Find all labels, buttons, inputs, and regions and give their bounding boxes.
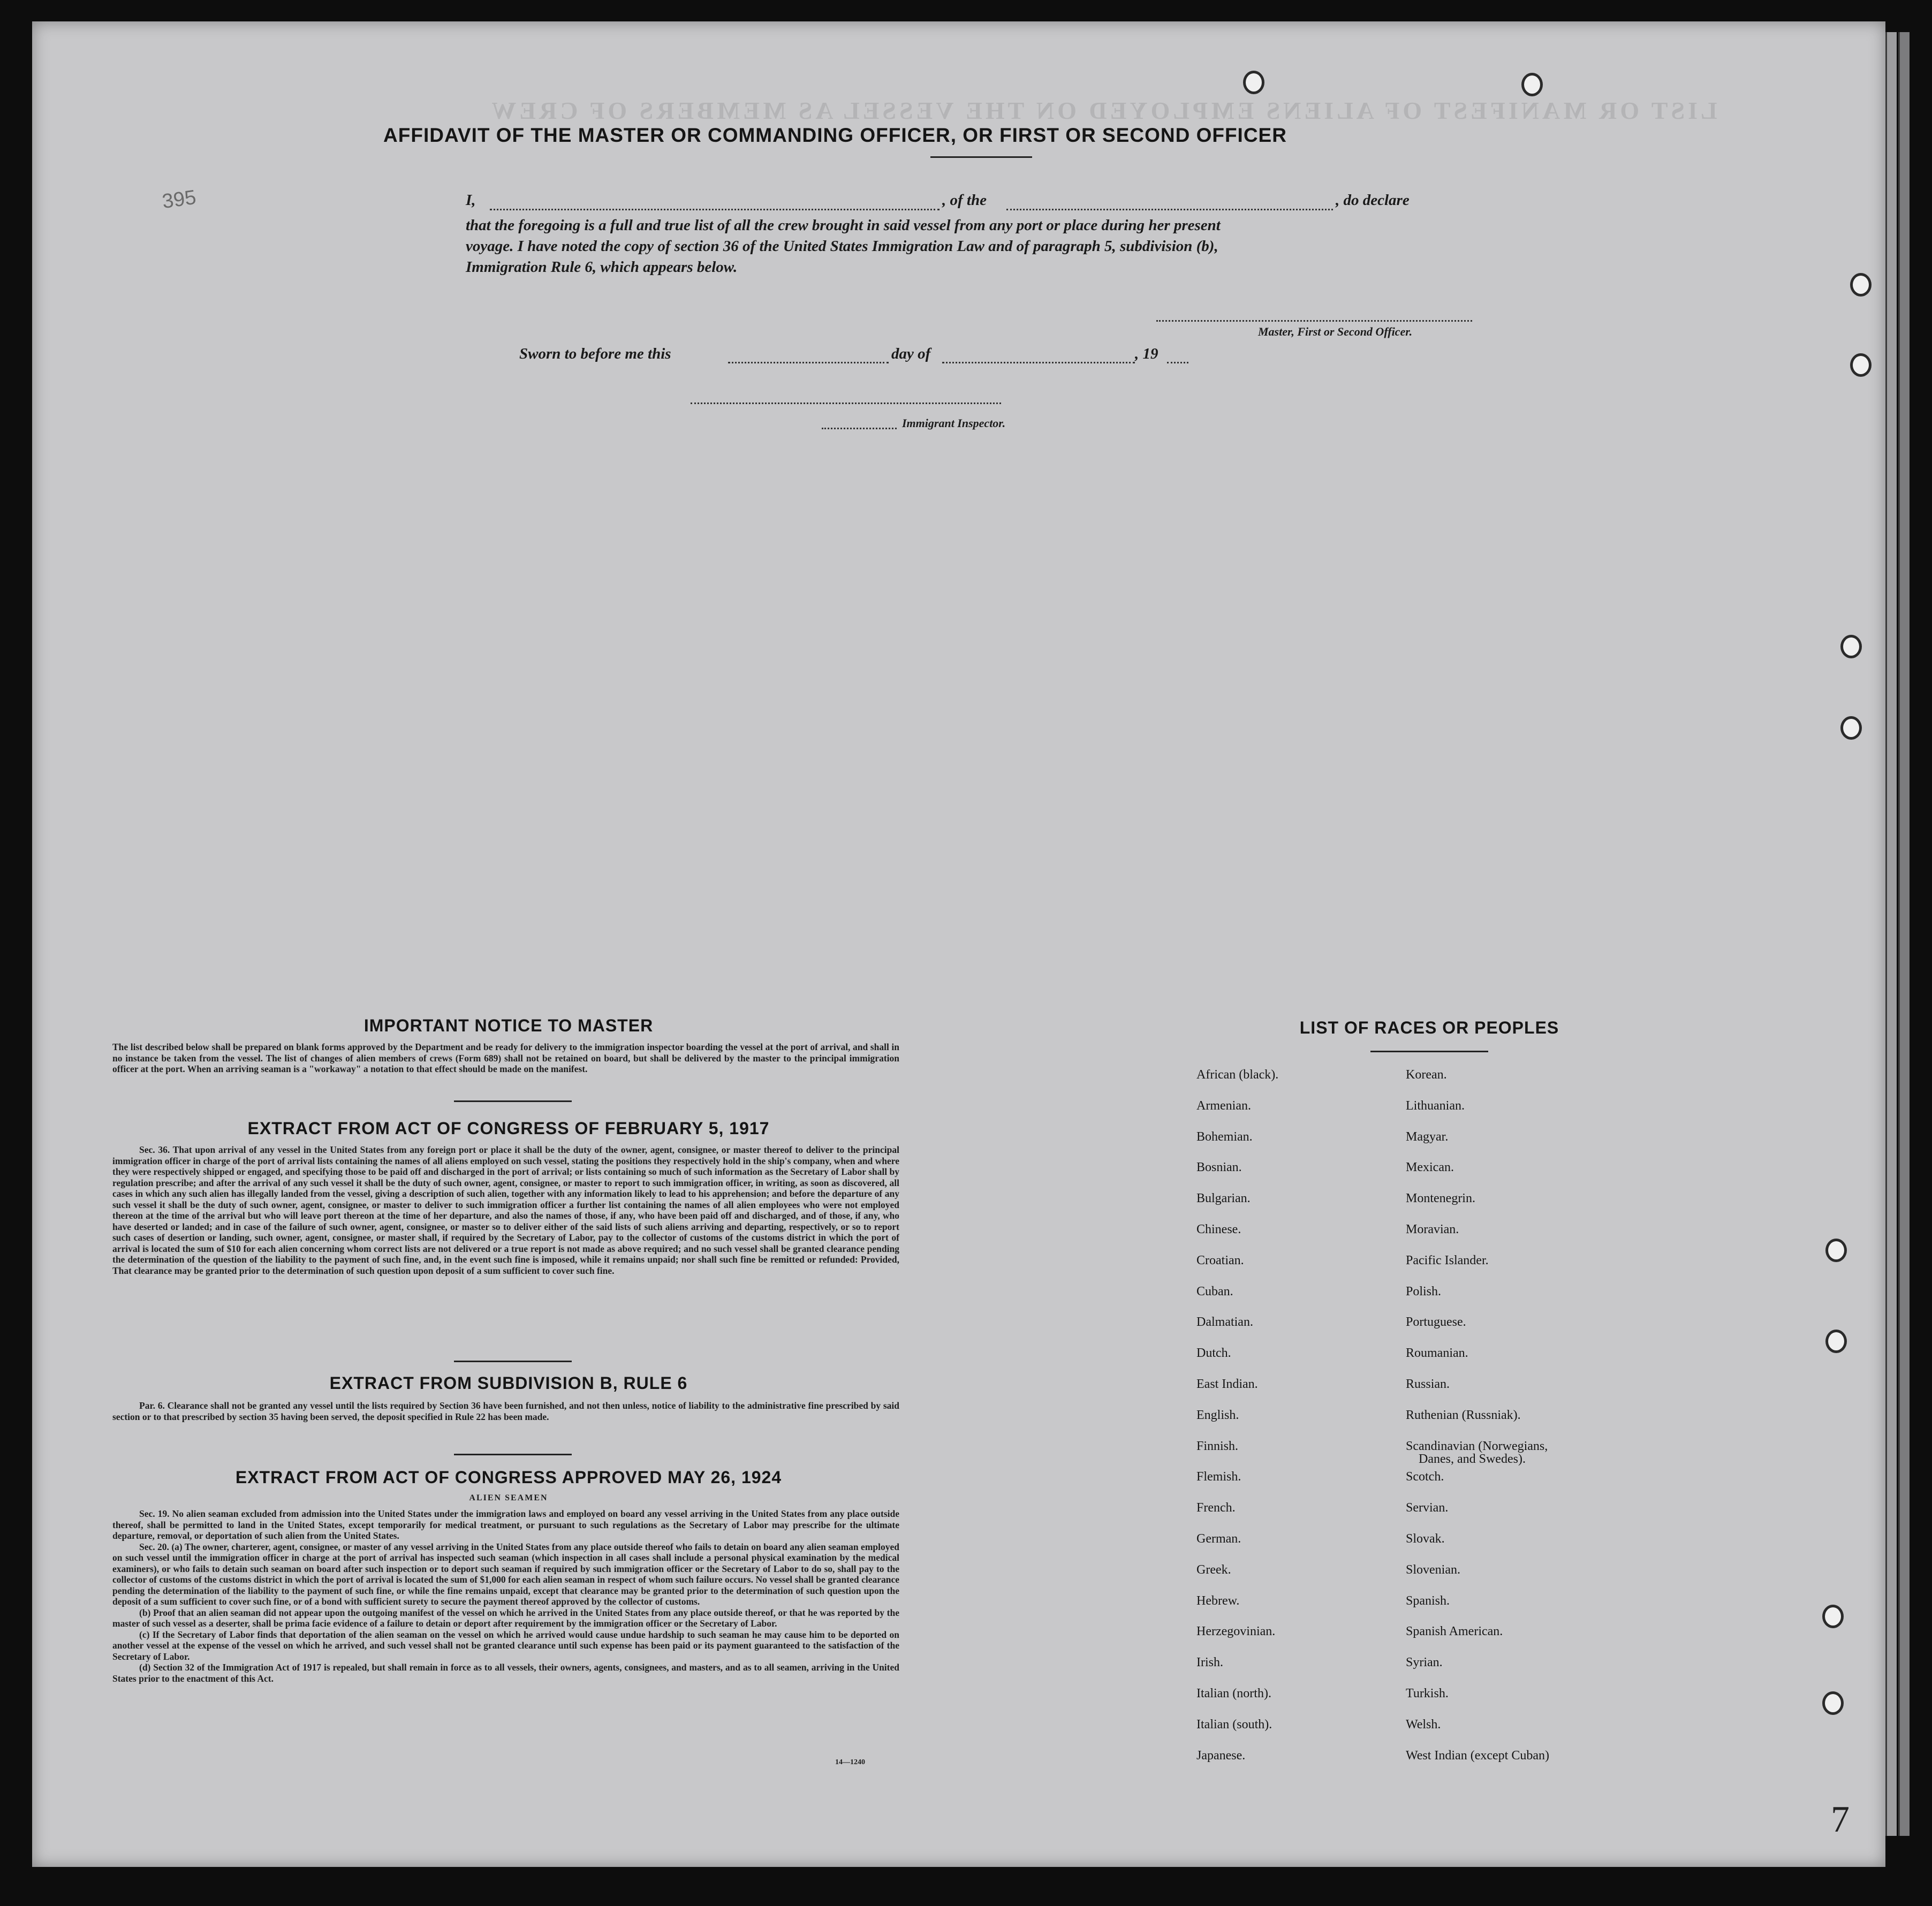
extract-1917-sec36: Sec. 36. That upon arrival of any vessel in the United States from any foreign port or place it shall be the duty of the owner, agent, consignee, or master thereof to deliver to the principal immigration officer in charge of the port of arrival lists containing the names of all aliens employed on such vessel, stating the positions they respectively hold in the ship's company, when and where they were respectively shipped or engaged, and specifying those to be paid off and discharged in the port of arrival; or lists containing so much of such information as the Secretary of Labor shall by regulation prescribe; and after the arrival of any such vessel it shall be the duty of such owner, agent, consignee, or master to report to such immigration officer, in writing, as soon as discovered, all cases in which any such alien has illegally landed from the vessel, giving a description of such alien, together with any information likely to lead to his apprehension; and before the departure of any such vessel it shall be the duty of such owner, agent, consignee, or master to deliver to such immigration officer a further list containing the names of all alien employees who were not employed thereon at the time of the arrival but who will leave port thereon at the time of her departure, and also the names of those, if any, who have been paid off and discharged, and of those, if any, who have deserted or landed; and in case of the failure of such owner, agent, consignee, or master so to deliver either of the said lists of such aliens arriving and departing, respectively, or so to report such cases of desertion or landing, such owner, agent, consignee, or master shall, if required by the Secretary of Labor, pay to the collector of customs of the customs district in which the port of arrival is located the sum of $10 for each alien concerning whom correct lists are not delivered or a true report is not made as above required; and no such vessel shall be granted clearance pending the determination of the question of the liability to the payment of such fine, and, in the event such fine is imposed, while it remains unpaid; nor shall such fine be remitted or refunded: Provided, That clearance may be granted prior to the determination of such question upon deposit of a sum sufficient to cover such fine. — [112, 1144, 899, 1276]
race-item: East Indian. — [1196, 1377, 1258, 1391]
affidavit-line-3: voyage. I have noted the copy of section 36 of the United States Immigration Law and of paragraph 5, subdivision (b), — [466, 238, 1218, 255]
race-item: Italian (north). — [1196, 1687, 1271, 1700]
race-item: English. — [1196, 1408, 1239, 1422]
of-the-label: , of the — [942, 192, 987, 209]
race-item: Mexican. — [1406, 1160, 1454, 1175]
race-item: Russian. — [1406, 1377, 1450, 1391]
notice-text: The list described below shall be prepared on blank forms approved by the Department and be ready for delivery to the immigration inspector boarding the vessel at the port of arrival, and shall in no instance be taken from the vessel. The list of changes of alien members of crews (Form 689) shall not be retained on board, but shall be delivered by the master to the principal immigration officer at the port. When an arriving seaman is a "workaway" a notation to that effect should be made on the manifest. — [112, 1042, 899, 1074]
punch-hole — [1850, 353, 1872, 377]
name-blank[interactable] — [490, 209, 940, 210]
subdivision-b-title: EXTRACT FROM SUBDIVISION B, RULE 6 — [329, 1373, 688, 1393]
sworn-month-blank[interactable] — [942, 362, 1135, 363]
inspector-label: Immigrant Inspector. — [902, 416, 1006, 430]
race-item: Japanese. — [1196, 1748, 1246, 1763]
punch-hole — [1840, 635, 1862, 658]
races-title-rule — [1370, 1051, 1488, 1052]
margin-note-7: 7 — [1831, 1799, 1850, 1840]
punch-hole — [1850, 273, 1872, 297]
race-item: Scotch. — [1406, 1470, 1444, 1484]
extract-1924-title: EXTRACT FROM ACT OF CONGRESS APPROVED MAY 26, 1924 — [235, 1468, 782, 1487]
race-item: Polish. — [1406, 1284, 1442, 1298]
affidavit-line-4: Immigration Rule 6, which appears below. — [466, 259, 738, 276]
race-item: Moravian. — [1406, 1222, 1459, 1236]
extract-1924-sec20c: (c) If the Secretary of Labor finds that deportation of the alien seaman on the vessel on which he arrived would cause undue hardship to such seaman he may cause him to be deported on another vessel at the expense of the vessel on which he arrived, and such vessel shall not be granted clearance until such expense has been paid or its payment guaranteed to the satisfaction of the Secretary of Labor. — [112, 1629, 899, 1662]
race-item: Greek. — [1196, 1562, 1231, 1577]
notice-title: IMPORTANT NOTICE TO MASTER — [363, 1016, 654, 1035]
punch-hole — [1243, 71, 1264, 94]
race-item: Lithuanian. — [1406, 1098, 1465, 1113]
race-item: Servian. — [1406, 1501, 1449, 1515]
year-label: , 19 — [1135, 345, 1158, 362]
race-item: Turkish. — [1406, 1687, 1449, 1700]
race-item: Armenian. — [1196, 1098, 1251, 1113]
subdivision-b-par6: Par. 6. Clearance shall not be granted any vessel until the lists required by Section 36 have been furnished, and not then unless, notice of liability to the administrative fine prescribed by said section or to that prescribed by section 35 having been served, the deposit specified in Rule 22 has been made. — [112, 1400, 899, 1422]
race-item: Roumanian. — [1406, 1346, 1468, 1361]
race-item: Herzegovinian. — [1196, 1624, 1276, 1639]
master-signature-label: Master, First or Second Officer. — [1258, 325, 1413, 338]
do-declare-label: , do declare — [1336, 192, 1410, 209]
page-edge-1 — [1885, 32, 1897, 1836]
punch-hole — [1840, 716, 1862, 740]
race-item: Italian (south). — [1196, 1717, 1272, 1732]
affidavit-line-2: that the foregoing is a full and true list of all the crew brought in said vessel from any port or place during her present — [466, 217, 1221, 234]
punch-hole — [1825, 1330, 1847, 1353]
alien-seamen-subtitle: ALIEN SEAMEN — [469, 1493, 548, 1502]
inspector-signature-blank[interactable] — [691, 403, 1001, 404]
race-item: Dutch. — [1196, 1346, 1231, 1361]
race-item: Slovak. — [1406, 1532, 1445, 1546]
race-item: Flemish. — [1196, 1470, 1241, 1484]
page-edge-2 — [1898, 32, 1910, 1836]
race-item: Croatian. — [1196, 1253, 1244, 1267]
extract-1924-sec19: Sec. 19. No alien seaman excluded from admission into the United States under the immigration laws and employed on board any vessel arriving in the United States from any place outside thereof, shall be permitted to land in the United States, except temporarily for medical treatment, or pursuant to such regulations as the Secretary of Labor may prescribe for the ultimate departure, removal, or deportation of such alien from the United States. — [112, 1508, 899, 1541]
punch-hole — [1521, 73, 1543, 96]
race-item: Bosnian. — [1196, 1160, 1242, 1175]
race-item: Spanish American. — [1406, 1624, 1503, 1639]
race-item: French. — [1196, 1501, 1236, 1515]
race-item: Cuban. — [1196, 1284, 1233, 1298]
extract-1924-sec20b: (b) Proof that an alien seaman did not appear upon the outgoing manifest of the vessel on which he arrived in the United States from any place outside thereof, or that he was reported by the master of such vessel as a deserter, shall be prima facie evidence of a failure to detain or deport after requirement by the immigration officer or the Secretary of Labor. — [112, 1607, 899, 1629]
affidavit-title-rule — [930, 156, 1032, 158]
punch-hole — [1825, 1239, 1847, 1262]
sworn-day-blank[interactable] — [728, 362, 889, 363]
vessel-blank[interactable] — [1006, 209, 1333, 210]
race-item: Irish. — [1196, 1656, 1223, 1670]
race-item: Chinese. — [1196, 1222, 1241, 1236]
document-page — [32, 21, 1885, 1867]
race-item: German. — [1196, 1532, 1241, 1546]
bleed-through-header: LIST OR MANIFEST OF ALIENS EMPLOYED ON THE VESSEL AS MEMBERS OF CREW — [488, 97, 1717, 124]
form-number: 14—1240 — [835, 1758, 865, 1766]
notice-rule — [454, 1100, 572, 1102]
affidavit-title: AFFIDAVIT OF THE MASTER OR COMMANDING OFFICER, OR FIRST OR SECOND OFFICER — [383, 124, 1287, 146]
race-item: Portuguese. — [1406, 1315, 1466, 1330]
race-item: Bohemian. — [1196, 1129, 1253, 1144]
race-item: African (black). — [1196, 1068, 1279, 1082]
race-item: Scandinavian (Norwegians, Danes, and Swedes). — [1406, 1439, 1548, 1466]
extract-1917-rule — [454, 1361, 572, 1362]
race-item: Montenegrin. — [1406, 1191, 1475, 1206]
day-of-label: day of — [891, 345, 931, 362]
race-item: Bulgarian. — [1196, 1191, 1251, 1206]
race-item: Ruthenian (Russniak). — [1406, 1408, 1521, 1422]
race-item: Spanish. — [1406, 1593, 1450, 1608]
punch-hole — [1822, 1605, 1844, 1628]
race-item: Magyar. — [1406, 1129, 1449, 1144]
race-item: Dalmatian. — [1196, 1315, 1253, 1330]
master-signature-blank[interactable] — [1156, 320, 1472, 322]
extract-1924-sec20d: (d) Section 32 of the Immigration Act of 1917 is repealed, but shall remain in force as to all vessels, their owners, agents, consignees, and masters, and as to all seamen, arriving in the United States prior to the enactment of this Act. — [112, 1662, 899, 1684]
race-item: Korean. — [1406, 1068, 1447, 1082]
inspector-prefix-blank — [822, 428, 897, 429]
races-title: LIST OF RACES OR PEOPLES — [1299, 1018, 1559, 1037]
race-item: West Indian (except Cuban) — [1406, 1748, 1549, 1763]
extract-1924-sec20a: Sec. 20. (a) The owner, charterer, agent, consignee, or master of any vessel arriving in the United States from any place outside thereof who fails to detain on board any alien seaman employed on such vessel until the immigration officer in charge at the port of arrival has inspected such seaman (which inspection in all cases shall include a personal physical examination by the medical examiners), or who fails to detain such seaman on board after such inspection or to deport such seaman if required by such immigration officer or the Secretary of Labor to do so, shall pay to the collector of customs of the customs district in which the port of arrival is located the sum of $1,000 for each alien seaman in respect of whom such failure occurs. No vessel shall be granted clearance pending the determination of the liability to the payment of such fine, or while the fine remains unpaid, except that clearance may be granted prior to the determination of such question upon the deposit of a sum sufficient to cover such fine, or of a bond with sufficient surety to secure the payment thereof approved by the collector of customs. — [112, 1541, 899, 1607]
punch-hole — [1822, 1691, 1844, 1715]
race-item: Hebrew. — [1196, 1593, 1240, 1608]
race-item: Welsh. — [1406, 1717, 1441, 1732]
race-item: Slovenian. — [1406, 1562, 1460, 1577]
sworn-label: Sworn to before me this — [519, 345, 671, 362]
sworn-year-blank[interactable] — [1167, 362, 1188, 363]
race-item: Syrian. — [1406, 1656, 1443, 1670]
affidavit-statement — [466, 192, 1531, 278]
race-item: Finnish. — [1196, 1439, 1239, 1453]
extract-1924-body — [112, 1508, 899, 1684]
margin-note-395: 395 — [161, 186, 198, 214]
affidavit-i-label: I, — [466, 192, 476, 209]
subdivision-b-rule — [454, 1454, 572, 1455]
race-item: Pacific Islander. — [1406, 1253, 1489, 1267]
extract-1917-title: EXTRACT FROM ACT OF CONGRESS OF FEBRUARY 5, 1917 — [247, 1119, 770, 1138]
